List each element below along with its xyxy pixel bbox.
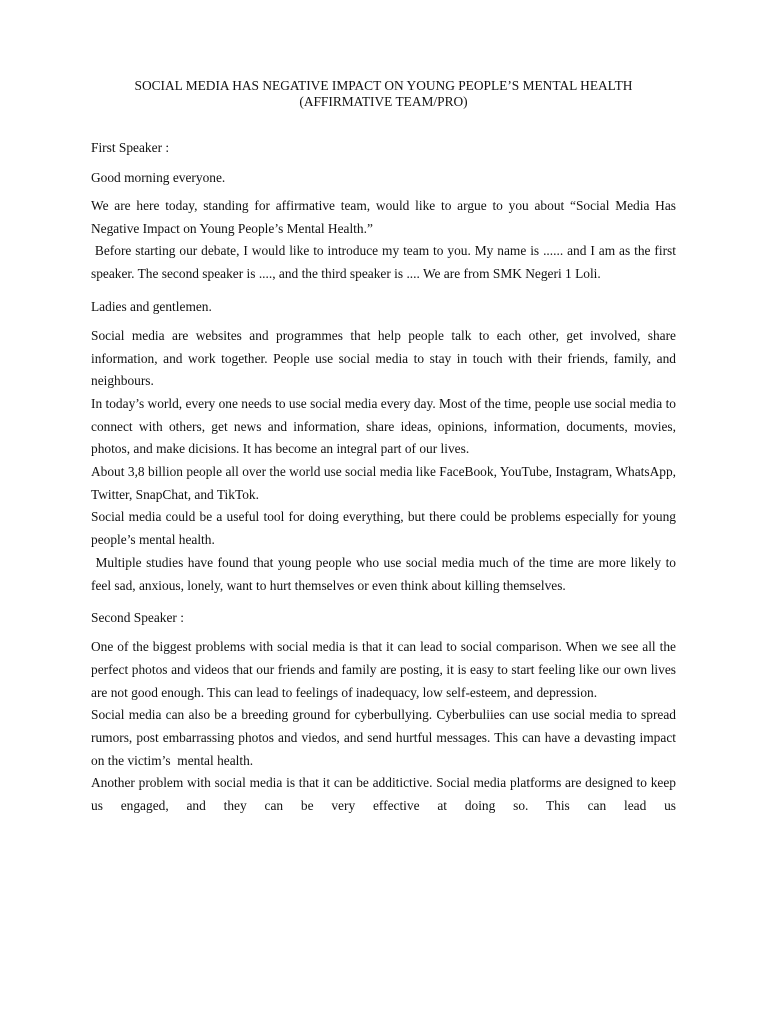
- second-paragraph-2: Social media can also be a breeding ground for cyberbullying. Cyberbuliies can use social media to spread rumors, post embarrassing photos and viedos, and send hurtful messages. This can have a devasting impact on the victim’s mental health.: [91, 707, 676, 768]
- document-page: [91, 78, 676, 818]
- intro-paragraph-2: Before starting our debate, I would like to introduce my team to you. My name is ...... and I am as the first speaker. The second speaker is ...., and the third speaker is .... We are from SMK Negeri 1 Loli.: [91, 243, 676, 282]
- body-paragraph-1: Social media are websites and programmes that help people talk to each other, get involved, share information, and work together. People use social media to stay in touch with their friends, family, and neighbours.: [91, 327, 676, 389]
- document-title: [91, 78, 676, 110]
- second-paragraph-1: One of the biggest problems with social media is that it can lead to social comparison. When we see all the perfect photos and videos that our friends and family are posting, it is easy to start feeling like our own lives are not good enough. This can lead to feelings of inadequacy, low self-esteem, and depression.: [91, 639, 676, 700]
- title-line-2: (AFFIRMATIVE TEAM/PRO): [299, 94, 468, 109]
- body-paragraph-2: In today’s world, every one needs to use social media every day. Most of the time, people use social media to connect with others, get news and information, share ideas, opinions, information, documents, movies, photos, and make dicisions. It has become an integral part of our lives.: [91, 395, 676, 457]
- body-paragraph-5: Multiple studies have found that young people who use social media much of the time are more likely to feel sad, anxious, lonely, want to hurt themselves or even think about killing themselves.: [91, 554, 676, 593]
- greeting: Good morning everyone.: [91, 170, 226, 185]
- title-line-1: SOCIAL MEDIA HAS NEGATIVE IMPACT ON YOUNG PEOPLE’S MENTAL HEALTH: [134, 78, 633, 93]
- second-paragraph-3: Another problem with social media is that it can be additictive. Social media platforms are designed to keep us engaged, and they can be very effective at doing so. This can lead us: [91, 775, 676, 814]
- body-paragraph-4: Social media could be a useful tool for doing everything, but there could be problems especially for young people’s mental health.: [91, 509, 676, 548]
- ladies-and-gentlemen: Ladies and gentlemen.: [91, 298, 212, 314]
- intro-paragraph-1: We are here today, standing for affirmative team, would like to argue to you about “Social Media Has Negative Impact on Young People’s Mental Health.”: [91, 198, 676, 236]
- first-speaker-label: First Speaker :: [91, 140, 170, 155]
- second-speaker-label: Second Speaker :: [91, 610, 184, 626]
- body-paragraph-3: About 3,8 billion people all over the world use social media like FaceBook, YouTube, Instagram, WhatsApp, Twitter, SnapChat, and TikTok.: [91, 464, 676, 502]
